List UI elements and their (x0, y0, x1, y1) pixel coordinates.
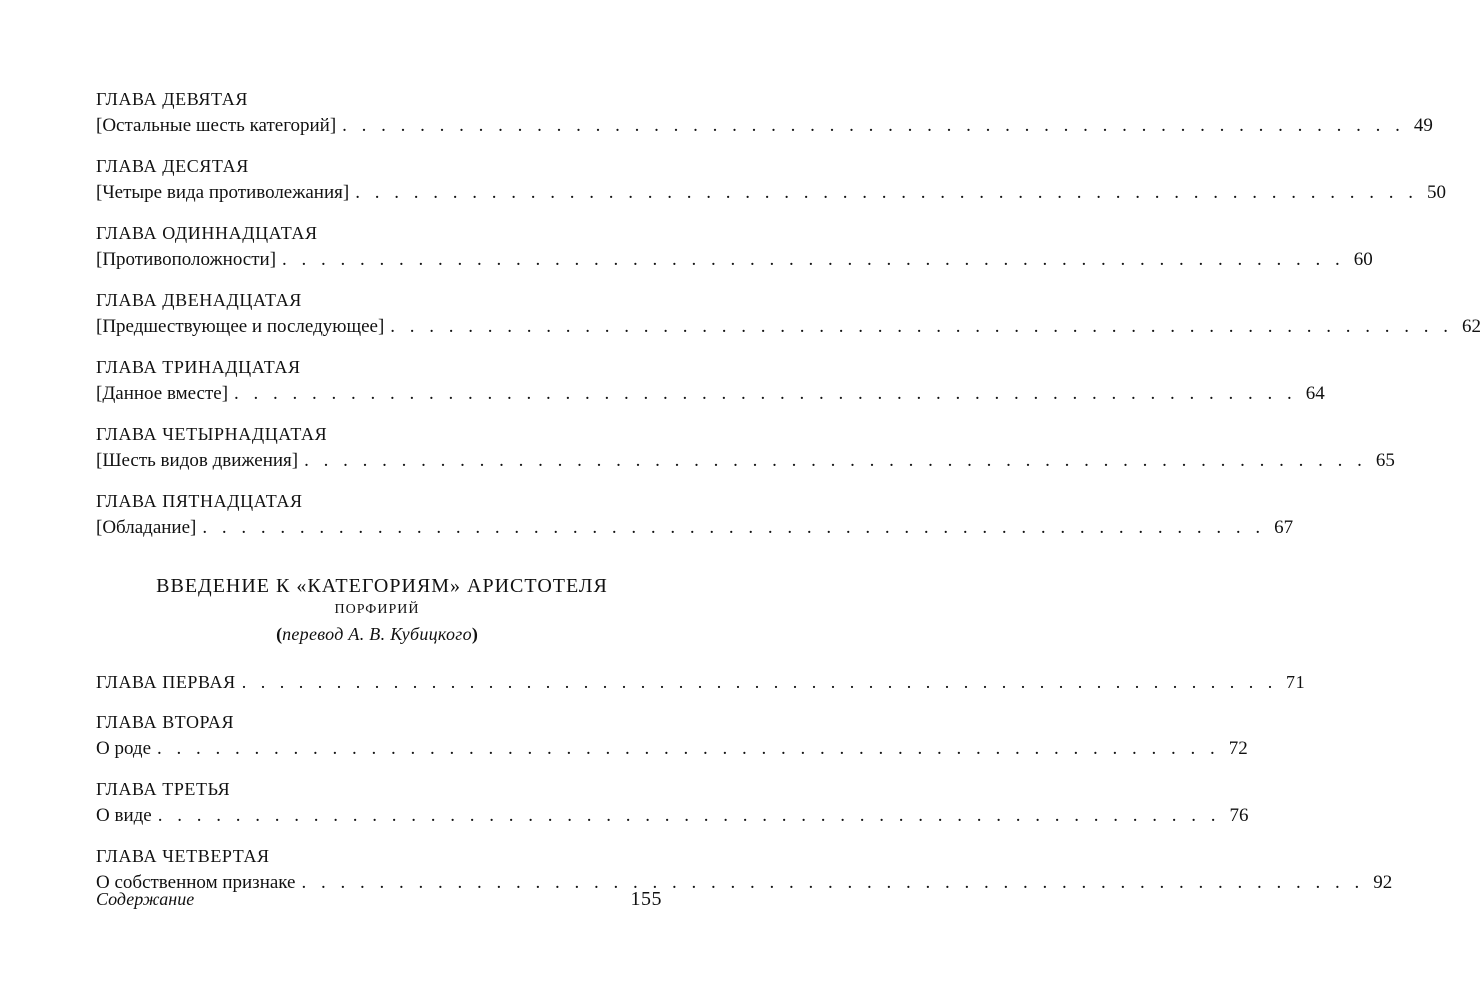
chapter-heading: ГЛАВА ЧЕТВЕРТАЯ (96, 846, 270, 866)
dot-leader: . . . . . . . . . . . . . . . . . . . . . . . . . . . . . . . . . . . . . . . . . . . . . . . . . . . . . . . (355, 182, 1418, 203)
chapter-heading: ГЛАВА ВТОРАЯ (96, 712, 235, 732)
dot-leader: . . . . . . . . . . . . . . . . . . . . . . . . . . . . . . . . . . . . . . . . . . . . . . . . . . . . . . . (342, 115, 1405, 136)
toc-line (96, 735, 1248, 763)
dot-leader: . . . . . . . . . . . . . . . . . . . . . . . . . . . . . . . . . . . . . . . . . . . . . . . . . . . . . . . (234, 383, 1297, 404)
page-number: 92 (1373, 872, 1393, 893)
toc-line (96, 313, 1481, 341)
page-number: 67 (1274, 517, 1294, 538)
chapter-heading: ГЛАВА ТРЕТЬЯ (96, 779, 231, 799)
section-title: ВВЕДЕНИЕ К «КАТЕГОРИЯМ» АРИСТОТЕЛЯ (156, 575, 608, 597)
toc-line (96, 179, 1446, 207)
running-footer-label: Содержание (96, 889, 195, 909)
dot-leader: . . . . . . . . . . . . . . . . . . . . . . . . . . . . . . . . . . . . . . . . . . . . . . . . . . . . . . . (157, 738, 1220, 759)
toc-line (96, 802, 1249, 830)
open-paren: ( (276, 624, 283, 644)
chapter-heading: ГЛАВА ДЕСЯТАЯ (96, 156, 249, 176)
page-number: 62 (1462, 316, 1481, 337)
chapter-heading: ГЛАВА ТРИНАДЦАТАЯ (96, 357, 301, 377)
toc-entry (96, 776, 1249, 830)
page-number: 60 (1353, 249, 1373, 270)
toc-line (96, 380, 1325, 408)
toc-entry (96, 421, 1395, 475)
page-footer (96, 888, 662, 911)
chapter-heading: ГЛАВА ДВЕНАДЦАТАЯ (96, 290, 302, 310)
dot-leader: . . . . . . . . . . . . . . . . . . . . . . . . . . . . . . . . . . . . . . . . . . . . . . . . . . . . . . . (157, 805, 1221, 826)
section-heading (96, 572, 658, 648)
chapter-title: [Остальные шесть категорий] (96, 115, 337, 136)
page-number: 49 (1413, 115, 1433, 136)
chapter-title: О виде (96, 805, 152, 826)
chapter-heading: ГЛАВА ПЯТНАДЦАТАЯ (96, 491, 303, 511)
toc-entry (96, 86, 1433, 140)
dot-leader: . . . . . . . . . . . . . . . . . . . . . . . . . . . . . . . . . . . . . . . . . . . . . . . . . . . . . . . (301, 872, 1365, 893)
toc-line (96, 514, 1294, 542)
chapter-title: [Данное вместе] (96, 383, 229, 404)
page-number: 71 (1286, 672, 1306, 692)
toc-entry (96, 668, 1306, 696)
page-number: 50 (1426, 182, 1446, 203)
dot-leader: . . . . . . . . . . . . . . . . . . . . . . . . . . . . . . . . . . . . . . . . . . . . . . . . . . . . . . . (241, 672, 1278, 692)
toc-entry (96, 220, 1373, 274)
toc-entry (96, 287, 1481, 341)
chapter-title: О роде (96, 738, 152, 759)
dot-leader: . . . . . . . . . . . . . . . . . . . . . . . . . . . . . . . . . . . . . . . . . . . . . . . . . . . . . . . (282, 249, 1345, 270)
chapter-title: [Шесть видов движения] (96, 450, 299, 471)
page-number: 64 (1305, 383, 1325, 404)
table-of-contents (96, 86, 1481, 910)
page-number: 65 (1375, 450, 1395, 471)
dot-leader: . . . . . . . . . . . . . . . . . . . . . . . . . . . . . . . . . . . . . . . . . . . . . . . . . . . . . . . (390, 316, 1454, 337)
page-number: 76 (1229, 805, 1249, 826)
toc-entry (96, 709, 1248, 763)
translator-text: перевод А. В. Кубицкого (282, 624, 472, 644)
chapter-heading: ГЛАВА ПЕРВАЯ (96, 672, 236, 692)
close-paren: ) (471, 624, 478, 644)
chapter-heading: ГЛАВА ДЕВЯТАЯ (96, 89, 248, 109)
chapter-title: [Противоположности] (96, 249, 277, 270)
dot-leader: . . . . . . . . . . . . . . . . . . . . . . . . . . . . . . . . . . . . . . . . . . . . . . . . . . . . . . . (304, 450, 1367, 471)
footer-page-number: 155 (630, 888, 662, 910)
chapter-title: [Четыре вида противолежания] (96, 182, 350, 203)
toc-entry (96, 153, 1446, 207)
toc-line (96, 668, 1306, 696)
page-number: 72 (1228, 738, 1248, 759)
toc-line (96, 112, 1433, 140)
toc-line (96, 447, 1395, 475)
toc-entry (96, 354, 1325, 408)
chapter-title: О собственном признаке (96, 872, 296, 893)
section-author: ПОРФИРИЙ (334, 602, 420, 617)
toc-line (96, 246, 1373, 274)
section-translator (96, 620, 658, 648)
chapter-title: [Обладание] (96, 517, 197, 538)
chapter-title: [Предшествующее и последующее] (96, 316, 385, 337)
chapter-heading: ГЛАВА ОДИННАДЦАТАЯ (96, 223, 318, 243)
chapter-heading: ГЛАВА ЧЕТЫРНАДЦАТАЯ (96, 424, 328, 444)
dot-leader: . . . . . . . . . . . . . . . . . . . . . . . . . . . . . . . . . . . . . . . . . . . . . . . . . . . . . . . (202, 517, 1266, 538)
toc-entry (96, 488, 1294, 542)
